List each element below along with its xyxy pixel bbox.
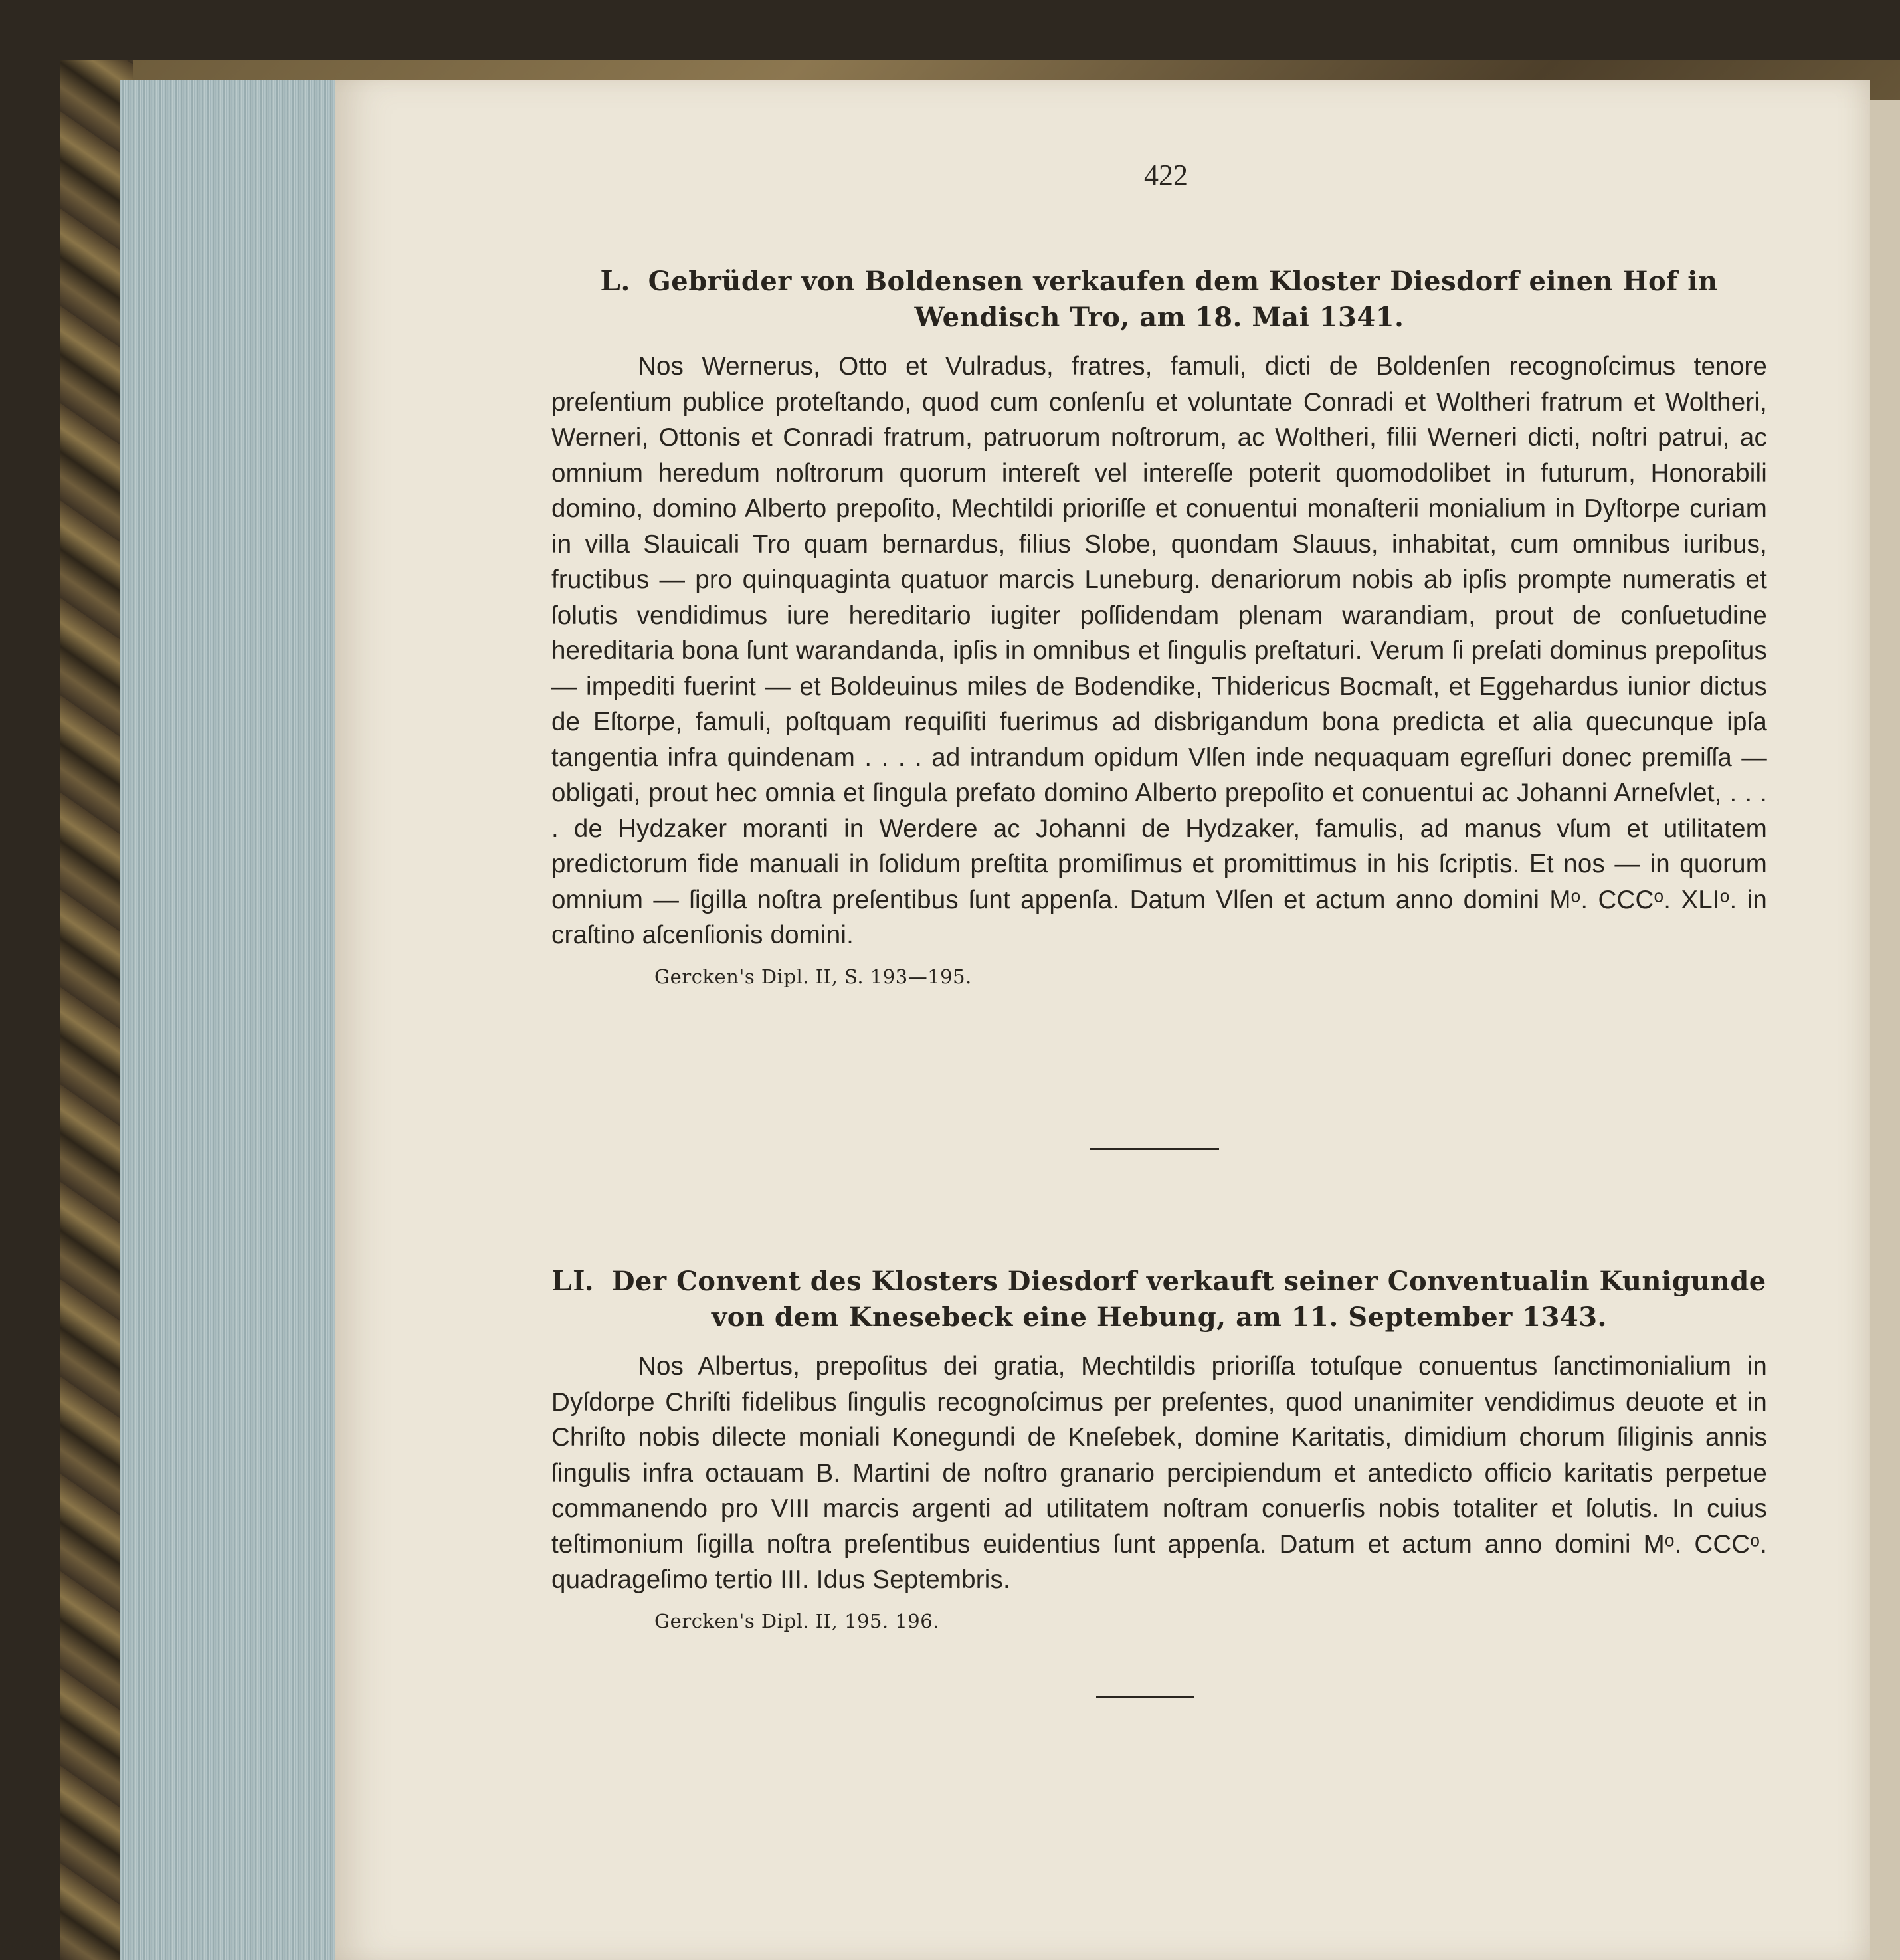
document-number: L. (601, 263, 630, 297)
page-stack-edge (120, 80, 339, 1960)
next-page-edge (1870, 100, 1900, 1960)
page-number: 422 (1144, 159, 1188, 191)
section-divider (1090, 1148, 1219, 1150)
document-heading (551, 1262, 1767, 1335)
document-text: Nos Wernerus, Otto et Vulradus, fratres, famuli, dicti de Boldenſen recognoſcimus tenore preſentium publice proteſtando, quod cum conſenſu et voluntate Conradi et Woltheri fratrum et Woltheri, Werneri, Ottonis et Conradi fratrum, patruorum noſtrorum, ac Woltheri, filii Werneri dicti, noſtri patrui, ac omnium heredum noſtrorum quorum intereſt vel intereſſe poterit quomodolibet in futurum, Honorabili domino, domino Alberto prepoſito, Mechtildi prioriſſe et conuentui monaſterii monialium in Dyſtorpe curiam in villa Slauicali Tro quam bernardus, filius Slobe, quondam Slauus, inhabitat, cum omnibus iuribus, fructibus — pro quinquaginta quatuor marcis Luneburg. denariorum nobis ab ipſis prompte numeratis et ſolutis vendidimus iure hereditario iugiter poſſidendam plenam warandiam, prout de conſuetudine hereditaria bona ſunt warandanda, ipſis in omnibus et ſingulis preſtaturi. Verum ſi preſati dominus prepoſitus — impediti fuerint — et Boldeuinus miles de Bodendike, Thidericus Bocmaſt, et Eggehardus iunior dictus de Eſtorpe, famuli, poſtquam requiſiti fuerimus ad disbrigandum bona predicta et alia quecunque ipſa tangentia infra quindenam . . . . ad intrandum opidum Vlſen inde nequaquam egreſſuri donec premiſſa — obligati, prout hec omnia et ſingula prefato domino Alberto prepoſito et conuentui ac Johanni Arneſvlet, . . . . de Hydzaker moranti in Werdere ac Johanni de Hydzaker, famulis, ad manus vſum et utilitatem predictorum fide manuali in ſolidum preſtita promiſimus et promittimus in his ſcriptis. Et nos — in quorum omnium — ſigilla noſtra preſentibus ſunt appenſa. Datum Vlſen et actum anno domini Mᵒ. CCCᵒ. XLIᵒ. in craſtino aſcenſionis domini. (551, 352, 1767, 949)
document-L (551, 262, 1767, 988)
document-heading (551, 262, 1767, 336)
source-citation: Gercken's Dipl. II, 195. 196. (654, 1609, 939, 1632)
section-divider (1096, 1696, 1194, 1698)
document-number: LI. (552, 1263, 593, 1297)
document-LI (551, 1262, 1767, 1632)
source-citation: Gercken's Dipl. II, S. 193—195. (654, 965, 972, 988)
document-title: Der Convent des Klosters Diesdorf verkauft seiner Conventualin Kunigunde von dem Knesebeck eine Hebung, am 11. September 1343. (611, 1266, 1766, 1333)
document-text: Nos Albertus, prepoſitus dei gratia, Mechtildis prioriſſa totuſque conuentus ſanctimonialium in Dyſdorpe Chriſti fidelibus ſingulis recognoſcimus per preſentes, quod unanimiter vendidimus deuote et in Chriſto nobis dilecte moniali Konegundi de Kneſebek, domine Karitatis, dimidium chorum ſiliginis annis ſingulis infra octauam B. Martini de noſtro granario percipiendum et antedicto officio karitatis perpetue commanendo pro VIII marcis argenti ad utilitatem noſtram conuerſis nobis totaliter et ſolutis. In cuius teſtimonium ſigilla noſtra preſentibus euidentius ſunt appenſa. Datum et actum anno domini Mᵒ. CCCᵒ. quadrageſimo tertio III. Idus Septembris. (551, 1352, 1767, 1594)
document-title: Gebrüder von Boldensen verkaufen dem Kloster Diesdorf einen Hof in Wendisch Tro, am 18. Mai 1341. (648, 266, 1718, 333)
